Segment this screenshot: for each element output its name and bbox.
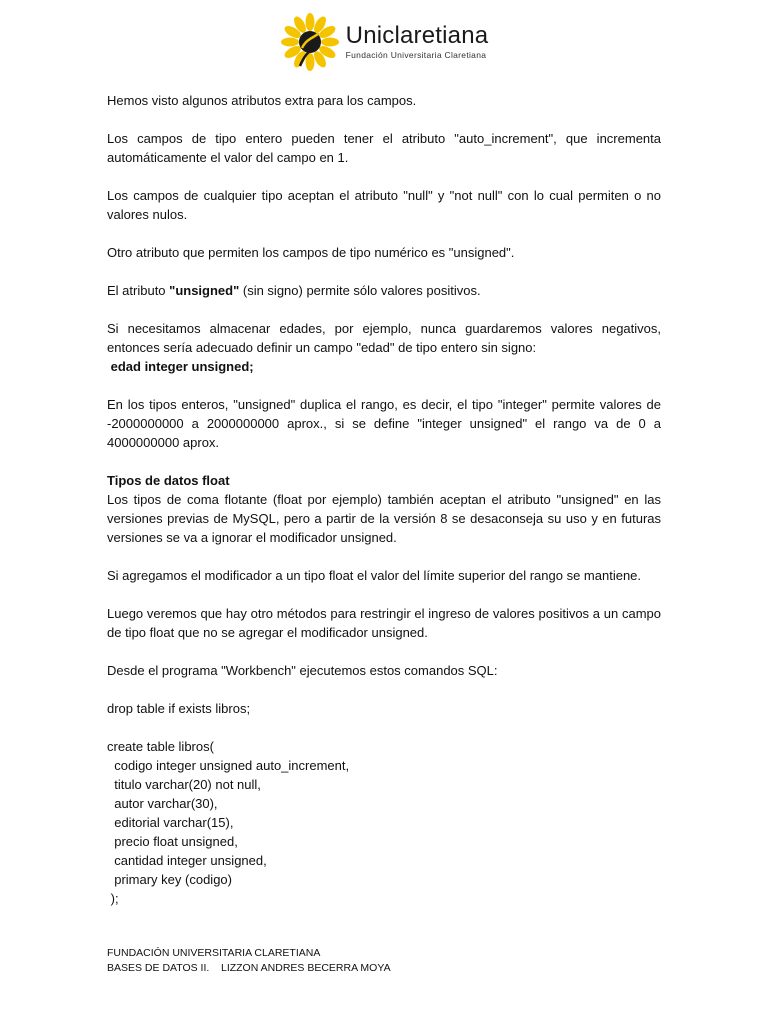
sql-line: create table libros( <box>107 739 214 754</box>
sql-line: cantidad integer unsigned, <box>107 853 267 868</box>
p5-suffix: (sin signo) permite sólo valores positivos. <box>239 283 481 298</box>
logo-name: Uniclaretiana <box>345 22 489 50</box>
paragraph-unsigned-intro: Otro atributo que permiten los campos de tipo numérico es "unsigned". <box>107 245 515 260</box>
paragraph-otros-metodos: Luego veremos que hay otro métodos para restringir el ingreso de valores positivos a un campo de tipo float que no se agregar el modificador unsigned. <box>107 606 661 640</box>
sql-line: editorial varchar(15), <box>107 815 234 830</box>
sql-line: ); <box>107 891 119 906</box>
paragraph-float-limite: Si agregamos el modificador a un tipo float el valor del límite superior del rango se mantiene. <box>107 568 642 583</box>
sql-line: precio float unsigned, <box>107 834 238 849</box>
page-header <box>0 10 768 74</box>
p5-bold: "unsigned" <box>169 283 240 298</box>
sql-line: codigo integer unsigned auto_increment, <box>107 758 350 773</box>
paragraph-unsigned-def <box>107 281 661 300</box>
paragraph-rango: En los tipos enteros, "unsigned" duplica el rango, es decir, el tipo "integer" permite valores de -2000000000 a 2000000000 aprox., si se define "integer unsigned" el rango va de 0 a 4000000000 aprox. <box>107 397 661 450</box>
logo-subtitle: Fundación Universitaria Claretiana <box>345 50 487 61</box>
paragraph-workbench: Desde el programa "Workbench" ejecutemos estos comandos SQL: <box>107 663 498 678</box>
sql-drop: drop table if exists libros; <box>107 701 251 716</box>
sunflower-logo-icon <box>280 12 340 72</box>
paragraph-intro: Hemos visto algunos atributos extra para los campos. <box>107 93 417 108</box>
paragraph-float: Los tipos de coma flotante (float por ejemplo) también aceptan el atributo "unsigned" en las versiones previas de MySQL, pero a partir de la versión 8 se desaconseja su uso y en futuras versiones se va a ignorar el modificador unsigned. <box>107 492 661 545</box>
sql-line: autor varchar(30), <box>107 796 218 811</box>
uniclaretiana-logo <box>280 12 489 72</box>
document-body <box>107 91 661 908</box>
sql-line: titulo varchar(20) not null, <box>107 777 261 792</box>
heading-float: Tipos de datos float <box>107 473 230 488</box>
paragraph-null: Los campos de cualquier tipo aceptan el atributo "null" y "not null" con lo cual permiten o no valores nulos. <box>107 188 661 222</box>
paragraph-auto-increment: Los campos de tipo entero pueden tener el atributo "auto_increment", que incrementa automáticamente el valor del campo en 1. <box>107 131 661 165</box>
code-edad: edad integer unsigned; <box>107 359 254 374</box>
p5-prefix: El atributo <box>107 283 170 298</box>
page-footer <box>107 946 661 976</box>
footer-course-author: BASES DE DATOS II. LIZZON ANDRES BECERRA MOYA <box>107 962 391 974</box>
sql-line: primary key (codigo) <box>107 872 232 887</box>
footer-institution: FUNDACIÓN UNIVERSITARIA CLARETIANA <box>107 947 321 959</box>
paragraph-edades: Si necesitamos almacenar edades, por ejemplo, nunca guardaremos valores negativos, entonces sería adecuado definir un campo "edad" de tipo entero sin signo: <box>107 321 661 355</box>
